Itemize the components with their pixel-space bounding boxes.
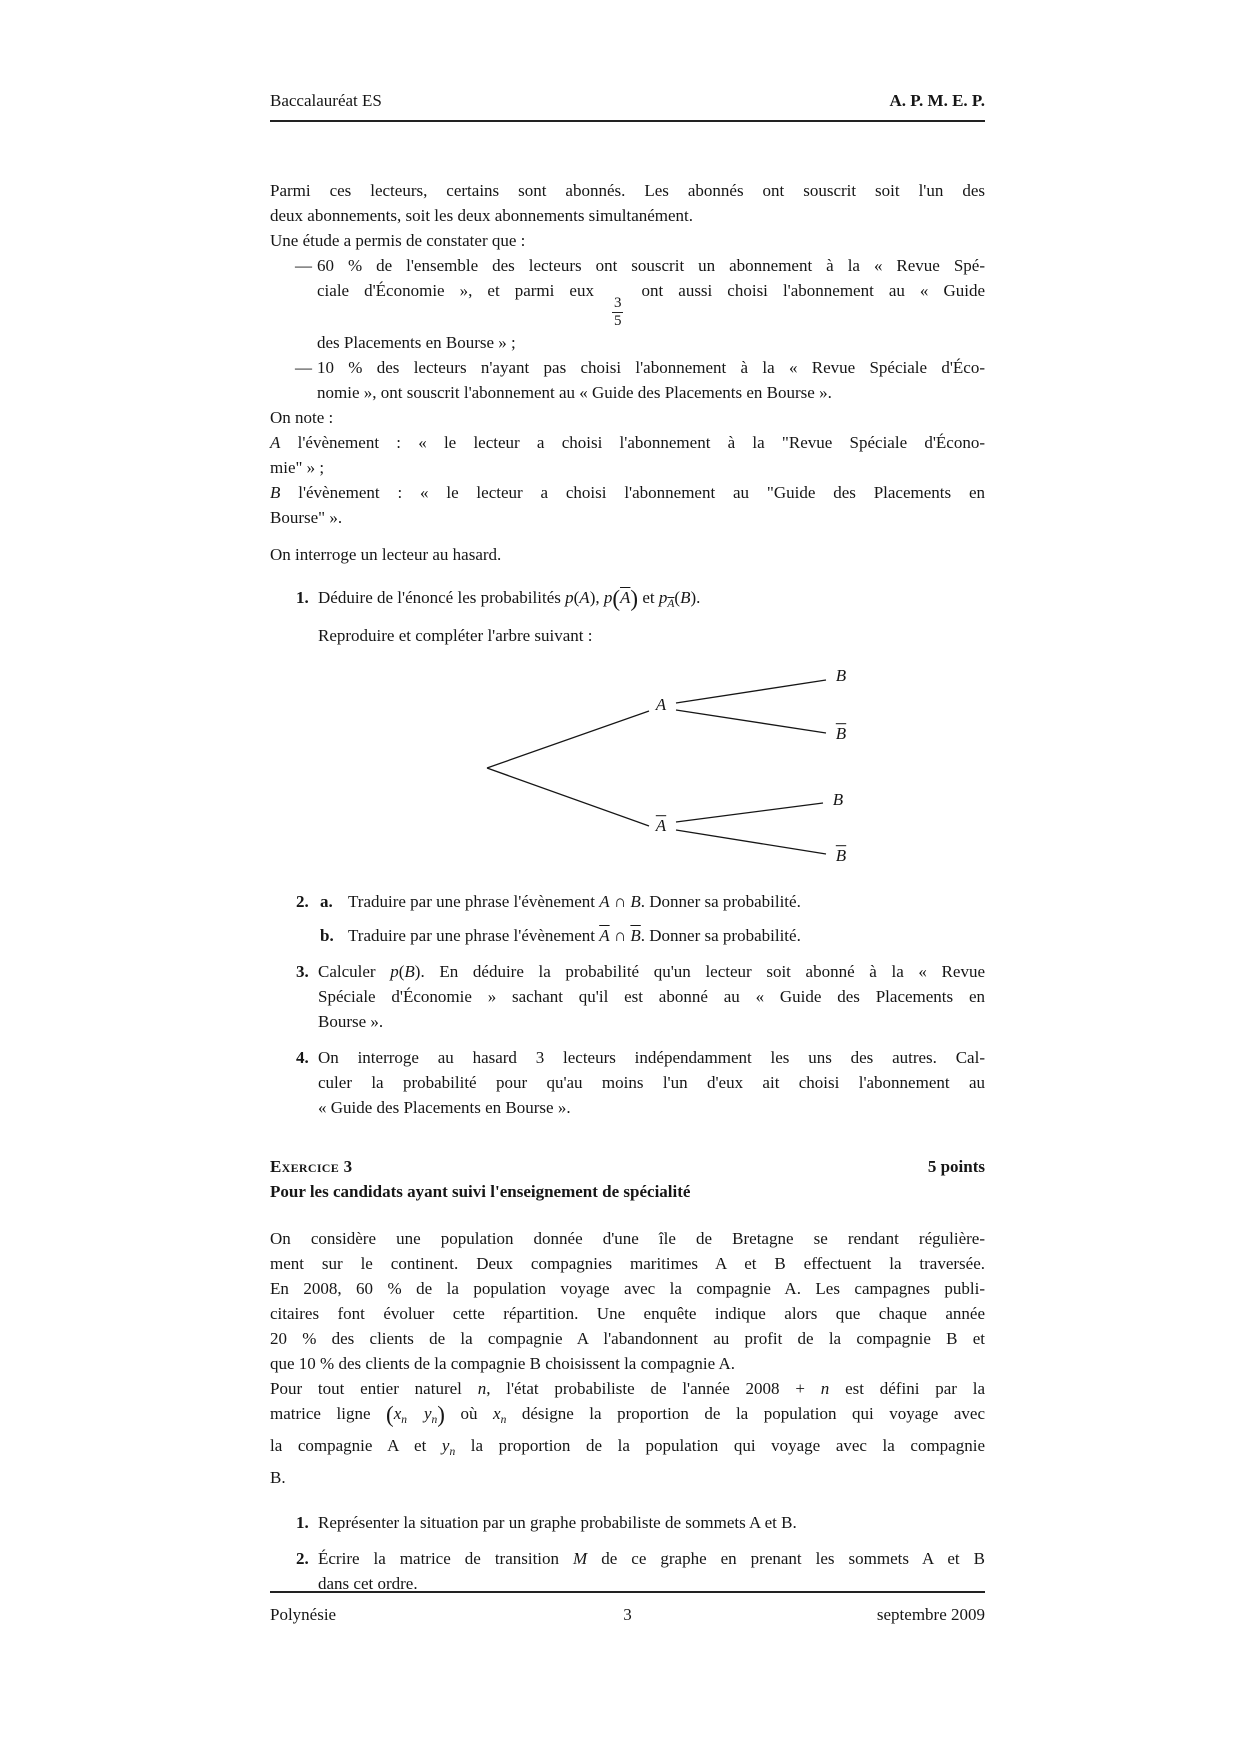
dash-item-body [317,355,985,405]
dash-item-body [317,253,985,355]
question-4 [270,1045,985,1120]
text-line: la compagnie A et $y_n$ la proportion de la population qui voyage avec la compagnie [270,1435,985,1458]
question-number: 1. [296,587,309,607]
footer-date: septembre 2009 [876,1605,985,1624]
question-number: 2. [296,891,309,911]
page-header [270,88,985,122]
exercise3-question-1 [270,1510,985,1535]
tree-branch-lines [430,654,900,879]
question-number: 1. [296,1512,309,1532]
question-body [318,1045,985,1120]
text-line: On note : [270,407,334,427]
exercise-title: Exercice 3 [270,1156,353,1176]
text-line: Représenter la situation par un graphe probabiliste de sommets A et B. [318,1512,797,1532]
question-2 [270,889,985,948]
text-line: nomie », ont souscrit l'abonnement au « Guide des Placements en Bourse ». [317,382,832,402]
text-line: 60 % de l'ensemble des lecteurs ont souscrit un abonnement à la « Revue Spé- [317,256,985,275]
exercise-3-heading [270,1154,985,1179]
page-footer [270,1591,985,1627]
dash-marker: — [295,256,312,275]
question-3 [270,959,985,1034]
dash-item [270,253,985,355]
tree-leaf-B-top: B [835,665,847,685]
text-line: Bourse" ». [270,507,343,527]
header-left-title: Baccalauréat ES [270,91,382,110]
text-line: 10 % des lecteurs n'ayant pas choisi l'abonnement à la « Revue Spéciale d'Éco- [317,357,985,377]
text-line: des Placements en Bourse » ; [317,332,516,352]
text-line: A l'évènement : « le lecteur a choisi l'abonnement à la "Revue Spéciale d'Écono- [270,432,985,452]
question-body [318,585,985,648]
dash-item [270,355,985,405]
question-1 [270,585,985,648]
dash-marker: — [295,357,312,377]
text-line: que 10 % des clients de la compagnie B choisissent la compagnie A. [270,1353,736,1373]
text-line: culer la probabilité pour qu'au moins l'un d'eux ait choisi l'abonnement au [318,1072,985,1092]
sub-question-letter: a. [320,891,333,911]
text-line: dans cet ordre. [318,1573,418,1593]
tree-node-A: A [655,694,667,714]
exercise-subtitle: Pour les candidats ayant suivi l'enseignement de spécialité [270,1181,691,1201]
text-line: deux abonnements, soit les deux abonnements simultanément. [270,206,694,225]
footer-page-number: 3 [623,1605,632,1624]
text-line: B l'évènement : « le lecteur a choisi l'abonnement au "Guide des Placements en [270,482,985,502]
text-line: matrice ligne ($x_n$ $y_n$) où $x_n$ désigne la proportion de la population qui voyage avec [270,1401,985,1427]
page-content [270,88,985,1596]
text-line: Pour tout entier naturel n, l'état probabiliste de l'année 2008 + n est défini par la [270,1378,986,1398]
question-number: 3. [296,961,309,981]
text-line: Écrire la matrice de transition M de ce graphe en prenant les sommets A et B [318,1548,985,1568]
probability-tree-diagram [430,654,900,879]
text-line: Une étude a permis de constater que : [270,231,526,250]
text-line: mie" » ; [270,457,325,477]
header-right-title: A. P. M. E. P. [889,91,985,110]
text-line: Spéciale d'Économie » sachant qu'il est abonné au « Guide des Placements en [318,986,985,1006]
tree-leaf-B-bottom: B [832,789,844,809]
tree-leaf-B-bar-top: $\overline{B}$ [835,723,847,743]
text-line: On interroge au hasard 3 lecteurs indépendamment les uns des autres. Cal- [318,1047,985,1067]
text-line: On interroge un lecteur au hasard. [270,544,502,564]
question-body [318,889,985,948]
text-line: citaires font évoluer cette répartition. Une enquête indique alors que chaque année [270,1303,985,1323]
text-line: Parmi ces lecteurs, certains sont abonnés. Les abonnés ont souscrit soit l'un des [270,181,985,200]
text-line: Calculer p(B). En déduire la probabilité qu'un lecteur soit abonné à la « Revue [318,961,985,981]
text-line: On considère une population donnée d'une île de Bretagne se rendant régulière- [270,1228,985,1248]
text-line: 20 % des clients de la compagnie A l'abandonnent au profit de la compagnie B et [270,1328,985,1348]
text-line: ment sur le continent. Deux compagnies maritimes A et B effectuent la traversée. [270,1253,985,1273]
text-line: ciale d'Économie », et parmi eux $\frac{3}{5}$ ont aussi choisi l'abonnement au « Guide [317,281,985,329]
text-line: Traduire par une phrase l'évènement $\overline{A}$ ∩ $\overline{B}$. Donner sa probabilité. [348,925,801,945]
sub-question-a [318,889,985,914]
question-body [318,959,985,1034]
sub-question-b [318,923,985,948]
text-line: « Guide des Placements en Bourse ». [318,1097,571,1117]
tree-leaf-B-bar-bottom: $\overline{B}$ [835,845,847,865]
question-body [318,1546,985,1596]
text-line: Traduire par une phrase l'évènement A ∩ B. Donner sa probabilité. [348,891,801,911]
question-number: 4. [296,1047,309,1067]
exercise-points: 5 points [927,1156,985,1176]
footer-place: Polynésie [270,1605,337,1624]
text-line: Bourse ». [318,1011,384,1031]
text-line: Reproduire et compléter l'arbre suivant : [318,625,593,645]
exercise3-question-2 [270,1546,985,1596]
text-line: En 2008, 60 % de la population voyage avec la compagnie A. Les campagnes publi- [270,1278,985,1298]
tree-node-A-bar: $\overline{A}$ [655,815,667,835]
text-line: B. [270,1467,286,1487]
text-line: Déduire de l'énoncé les probabilités p(A), $p(\overline{A})$ et $p_{\overline{A}}(B)$. [318,585,701,611]
question-number: 2. [296,1548,309,1568]
question-body [318,1510,985,1535]
sub-question-letter: b. [320,925,334,945]
